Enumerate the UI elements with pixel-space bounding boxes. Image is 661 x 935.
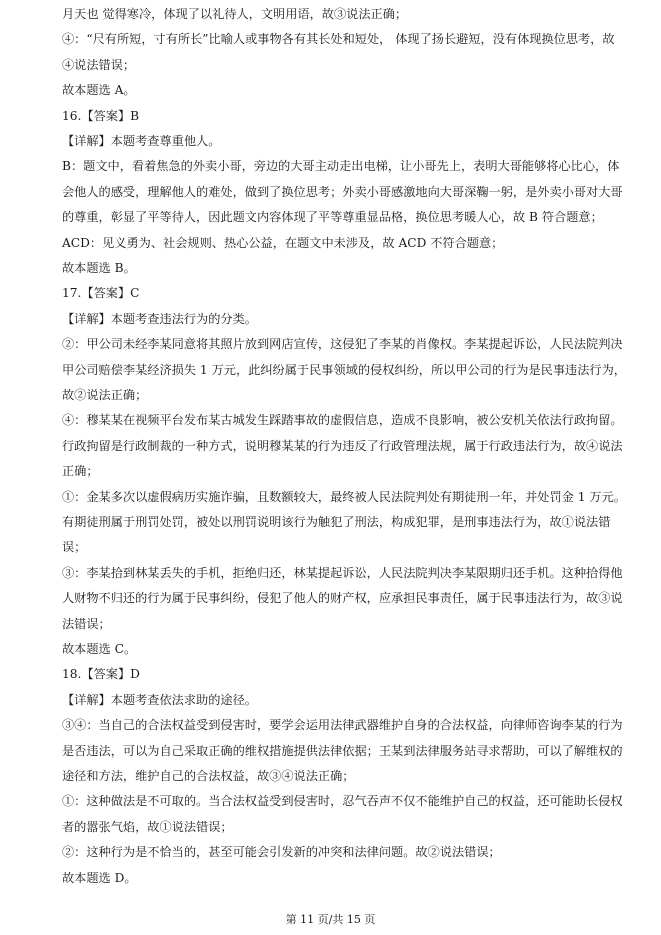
text-line: 的尊重，彰显了平等待人，因此题文内容体现了平等尊重显品格，换位思考暖人心，故 B 符合题意； [62, 210, 603, 225]
text-line: 法错误； [62, 616, 111, 631]
text-line: 会他人的感受，理解他人的难处，做到了换位思考；外卖小哥感激地向大哥深鞠一躬，是外卖小哥对大哥 [62, 184, 623, 199]
text-line: 误； [62, 540, 87, 555]
page-number: 第 11 页/共 15 页 [285, 913, 376, 926]
text-line: 行政拘留是行政制裁的一种方式，说明穆某某的行为违反了行政管理法规，属于行政违法行为，故④说法 [62, 438, 623, 453]
text-line: 正确； [62, 464, 99, 479]
text-line: B：题文中，看着焦急的外卖小哥，旁边的大哥主动走出电梯，让小哥先上，表明大哥能够将心比心，体 [62, 159, 620, 174]
text-line: 故本题选 C。 [62, 642, 137, 656]
text-line: 故②说法正确； [62, 388, 148, 402]
text-line: 17.【答案】C [62, 286, 140, 301]
text-line: 途径和方法，维护自己的合法权益，故③④说法正确； [62, 769, 355, 783]
text-line: ④：“尺有所短，寸有所长”比喻人或事物各有其长处和短处， 体现了扬长避短，没有体现换位思考，故 [62, 32, 615, 47]
text-line: 是否违法，可以为自己采取正确的维权措施提供法律依据；王某到法律服务站寻求帮助，可以了解维权的 [62, 743, 623, 758]
text-line: ①：这种做法是不可取的。当合法权益受到侵害时，忍气吞声不仅不能维护自己的权益，还可能助长侵权 [62, 794, 623, 809]
text-line: ④说法错误； [62, 57, 136, 72]
text-line: ACD：见义勇为、社会规则、热心公益，在题文中未涉及，故 ACD 不符合题意； [62, 235, 504, 250]
text-line: ①：金某多次以虚假病历实施诈骗，且数额较大，最终被人民法院判处有期徒刑一年，并处罚金 1 万元。 [62, 489, 626, 504]
text-line: 人财物不归还的行为属于民事纠纷，侵犯了他人的财产权，应承担民事责任，属于民事违法行为，故③说 [62, 591, 623, 606]
text-line: 者的嚣张气焰，故①说法错误； [62, 819, 233, 834]
text-line: 18.【答案】D [62, 667, 140, 682]
text-line: 【详解】本题考查违法行为的分类。 [62, 311, 257, 326]
text-line: 故本题选 A。 [62, 83, 136, 98]
text-line: 月天也 觉得寒冷，体现了以礼待人，文明用语，故③说法正确； [62, 7, 408, 21]
text-line: 甲公司赔偿李某经济损失 1 万元，此纠纷属于民事领域的侵权纠纷，所以甲公司的行为是民事违法行为， [62, 362, 626, 377]
text-line: 故本题选 D。 [62, 870, 137, 885]
text-line: ③④：当自己的合法权益受到侵害时，要学会运用法律武器维护自身的合法权益，向律师咨询李某的行为 [62, 718, 623, 733]
text-line: 有期徒刑属于刑罚处罚，被处以刑罚说明该行为触犯了刑法，构成犯罪，是刑事违法行为，故①说法错 [62, 515, 611, 529]
text-line: 【详解】本题考查依法求助的途径。 [62, 692, 257, 707]
text-line: 【详解】本题考查尊重他人。 [62, 134, 221, 148]
text-line: ③：李某拾到林某丢失的手机，拒绝归还，林某提起诉讼，人民法院判决李某限期归还手机。这种拾得他 [62, 565, 623, 580]
text-line: 16.【答案】B [62, 108, 140, 123]
text-line: ②：这种行为是不恰当的，甚至可能会引发新的冲突和法律问题。故②说法错误； [62, 845, 501, 860]
text-line: ④：穆某某在视频平台发布某古城发生踩踏事故的虚假信息，造成不良影响，被公安机关依法行政拘留。 [62, 413, 623, 428]
text-line: 故本题选 B。 [62, 261, 136, 275]
text-line: ②：甲公司未经李某同意将其照片放到网店宣传，这侵犯了李某的肖像权。李某提起诉讼，人民法院判决 [62, 337, 623, 352]
